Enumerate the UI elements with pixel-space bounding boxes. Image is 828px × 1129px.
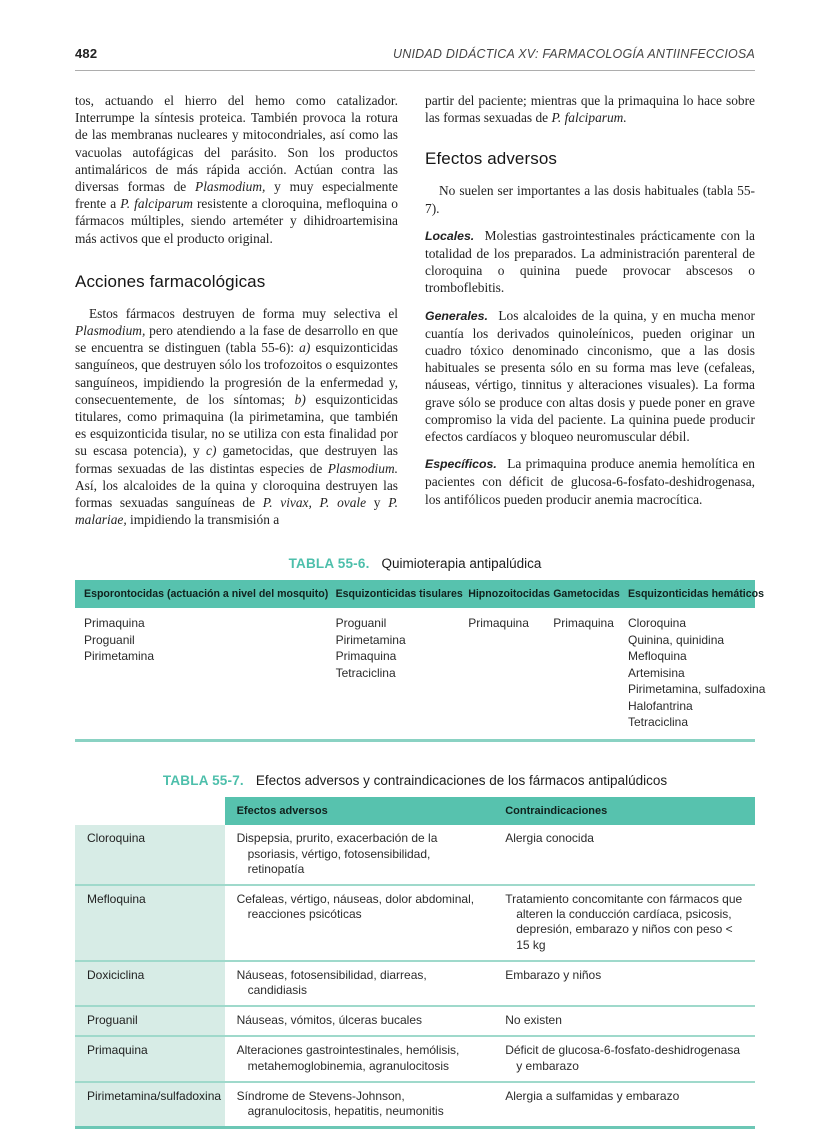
drug-item: Proguanil xyxy=(84,632,135,647)
adverse-effects-text: Náuseas, fotosensibilidad, diarreas, candidiasis xyxy=(236,967,427,997)
paragraph-acciones: Estos fármacos destruyen de forma muy selectiva el Plasmodium, pero atendiendo a la fase de desarrollo en que se encuentra se distinguen (tabla 55-6): a) esquizonticidas sanguíneos, que destruyen sólo los trofozoitos o esquizontes sanguíneos, impidiendo la progresión de la enfermedad y, consecuentemente, de los síntomas; b) esquizonticidas titulares, como primaquina (la pirimetamina, que también es esquizonticida tisular, no se utiliza con esta finalidad por su escasa potencia), y c) gametocidas, que destruyen las formas sexuadas de las distintas especies de Plasmodium. Así, los alcaloides de la quina y cloroquina destruyen las formas sexuadas sanguíneas de P. vivax, P. ovale y P. malariae, impidiendo la transmisión a xyxy=(75,305,399,528)
drug-item: Pirimetamina xyxy=(335,632,406,647)
column-header-contraindicaciones: Contraindicaciones xyxy=(493,797,755,825)
drug-item: Primaquina xyxy=(84,616,145,631)
contraindications-text: Tratamiento concomitante con fármacos que alteren la conducción cardíaca, psicosis, depresión, embarazo y niños con peso < 15 kg xyxy=(505,891,743,952)
drug-name: Primaquina xyxy=(75,1036,225,1081)
column-header-gametocidas: Gametocidas xyxy=(544,580,619,608)
cell-gametocidas xyxy=(544,608,619,740)
adverse-effects-text: Náuseas, vómitos, úlceras bucales xyxy=(236,1013,423,1028)
adverse-effects xyxy=(225,1082,494,1128)
contraindications-text: Embarazo y niños xyxy=(505,967,602,982)
contraindications xyxy=(493,1082,755,1128)
paragraph-continuation: tos, actuando el hierro del hemo como catalizador. Interrumpe la síntesis proteica. También provoca la rotura de las membranas nucleares y mitocondriales, así como las vacuolas autofágicas del parásito. Son los productos antimaláricos de más rápida acción. Actúan contra las diversas formas de Plasmodium, y muy especialmente frente a P. falciparum resistente a cloroquina, mefloquina o fármacos múltiples, siendo arteméter y dihidroartemisina más activos que el producto original. xyxy=(75,93,399,246)
adverse-effects xyxy=(225,1036,494,1081)
section-heading-efectos: Efectos adversos xyxy=(425,149,557,169)
paragraph-continuation-2: partir del paciente; mientras que la primaquina lo hace sobre las formas sexuadas de P. falciparum. xyxy=(425,93,755,126)
column-header-esquizonticidas-tisulares: Esquizonticidas tisulares xyxy=(327,580,460,608)
table-row-doxiciclina xyxy=(75,961,755,1006)
drug-item: Proguanil xyxy=(335,616,387,631)
drug-item: Mefloquina xyxy=(627,649,687,664)
drug-item: Quinina, quinidina xyxy=(627,632,725,647)
table-55-7-label: TABLA 55-7. xyxy=(162,773,244,789)
table-55-6-header xyxy=(75,580,764,608)
page-number: 482 xyxy=(75,46,98,61)
contraindications xyxy=(493,885,755,961)
contraindications-text: No existen xyxy=(505,1013,562,1028)
adverse-effects xyxy=(225,885,494,961)
table-55-6-caption: Quimioterapia antipalúdica xyxy=(381,556,542,572)
drug-item: Primaquina xyxy=(335,649,397,664)
table-row xyxy=(75,608,755,740)
paragraph-especificos: Específicos. La primaquina produce anemia hemolítica en pacientes con déficit de glucosa-6-fosfato-deshidrogenasa, los antifólicos pueden producir anemia macrocítica. xyxy=(425,456,755,507)
cell-esquizonticidas-hematicos xyxy=(619,608,766,740)
table-55-6 xyxy=(75,580,766,742)
section-heading-acciones: Acciones farmacológicas xyxy=(75,271,266,291)
paragraph-efectos-intro: No suelen ser importantes a las dosis habituales (tabla 55-7). xyxy=(425,183,755,216)
contraindications xyxy=(493,961,755,1006)
adverse-effects xyxy=(225,825,494,885)
header-rule xyxy=(75,70,755,71)
cell-esporontocidas xyxy=(75,608,327,740)
table-55-6-title xyxy=(75,556,755,571)
contraindications xyxy=(493,1006,755,1036)
column-header-efectos-adversos: Efectos adversos xyxy=(225,797,494,825)
contraindications xyxy=(493,825,755,885)
left-column xyxy=(75,92,398,528)
drug-item: Artemisina xyxy=(627,665,685,680)
contraindications-text: Déficit de glucosa-6-fosfato-deshidrogenasa y embarazo xyxy=(505,1043,740,1073)
drug-item: Primaquina xyxy=(468,616,529,631)
adverse-effects-text: Síndrome de Stevens-Johnson, agranulocitosis, hepatitis, neumonitis xyxy=(236,1088,444,1118)
cell-esquizonticidas-tisulares xyxy=(327,608,460,740)
table-55-7-title xyxy=(75,773,755,788)
drug-item: Cloroquina xyxy=(627,616,687,631)
contraindications-text: Alergia a sulfamidas y embarazo xyxy=(505,1088,680,1103)
drug-item: Tetraciclina xyxy=(627,714,689,729)
drug-name: Cloroquina xyxy=(75,825,225,885)
drug-item: Pirimetamina, sulfadoxina xyxy=(627,682,766,697)
adverse-effects-text: Cefaleas, vértigo, náuseas, dolor abdominal, reacciones psicóticas xyxy=(236,891,475,922)
table-row-cloroquina xyxy=(75,825,755,885)
adverse-effects-text: Dispepsia, prurito, exacerbación de la psoriasis, vértigo, fotosensibilidad, retinopatía xyxy=(236,831,438,876)
column-header-blank xyxy=(75,797,225,825)
cell-hipnozoitocidas xyxy=(459,608,544,740)
column-header-esporontocidas: Esporontocidas (actuación a nivel del mosquito) xyxy=(75,580,327,608)
drug-name: Mefloquina xyxy=(75,885,225,961)
right-column xyxy=(425,92,755,528)
drug-name: Proguanil xyxy=(75,1006,225,1036)
column-header-hipnozoitocidas: Hipnozoitocidas xyxy=(459,580,544,608)
body-columns xyxy=(75,92,755,528)
table-row-mefloquina xyxy=(75,885,755,961)
table-55-6-label: TABLA 55-6. xyxy=(288,556,370,572)
drug-item: Halofantrina xyxy=(627,698,693,713)
contraindications xyxy=(493,1036,755,1081)
drug-item: Primaquina xyxy=(553,616,614,631)
adverse-effects-text: Alteraciones gastrointestinales, hemólisis, metahemoglobinemia, agranulocitosis xyxy=(236,1043,460,1073)
table-55-7-caption: Efectos adversos y contraindicaciones de los fármacos antipalúdicos xyxy=(255,773,668,789)
table-row-primaquina xyxy=(75,1036,755,1081)
running-head: UNIDAD DIDÁCTICA XV: FARMACOLOGÍA ANTIINFECCIOSA xyxy=(393,47,755,61)
drug-item: Tetraciclina xyxy=(335,665,396,680)
column-header-esquizonticidas-hematicos: Esquizonticidas hemáticos xyxy=(619,580,755,608)
table-row-pirimetamina-sulfadoxina xyxy=(75,1082,755,1128)
table-55-7 xyxy=(75,797,755,1129)
table-55-7-header xyxy=(75,797,755,825)
drug-item: Pirimetamina xyxy=(84,649,155,664)
adverse-effects xyxy=(225,1006,494,1036)
drug-name: Pirimetamina/sulfadoxina xyxy=(75,1082,225,1128)
page-header xyxy=(75,46,755,61)
drug-name: Doxiciclina xyxy=(75,961,225,1006)
contraindications-text: Alergia conocida xyxy=(505,831,594,846)
table-row-proguanil xyxy=(75,1006,755,1036)
paragraph-generales: Generales. Los alcaloides de la quina, y en mucha menor cuantía los derivados quinoleínicos, pueden originar un cuadro tóxico denominado cinconismo, que a las dosis habituales se presenta sólo en su forma mas leve (cefaleas, náuseas, vértigo, tinnitus y alteraciones visuales). La forma grave sólo se produce con altas dosis y puede poner en grave compromiso la vida del paciente. La quinina puede producir efectos cardíacos y bloqueo neuromuscular débil. xyxy=(425,307,755,445)
paragraph-locales: Locales. Molestias gastrointestinales prácticamente con la totalidad de los preparados. La administración parenteral de cloroquina o quinina puede provocar abscesos o tromboflebitis. xyxy=(425,227,755,296)
adverse-effects xyxy=(225,961,494,1006)
